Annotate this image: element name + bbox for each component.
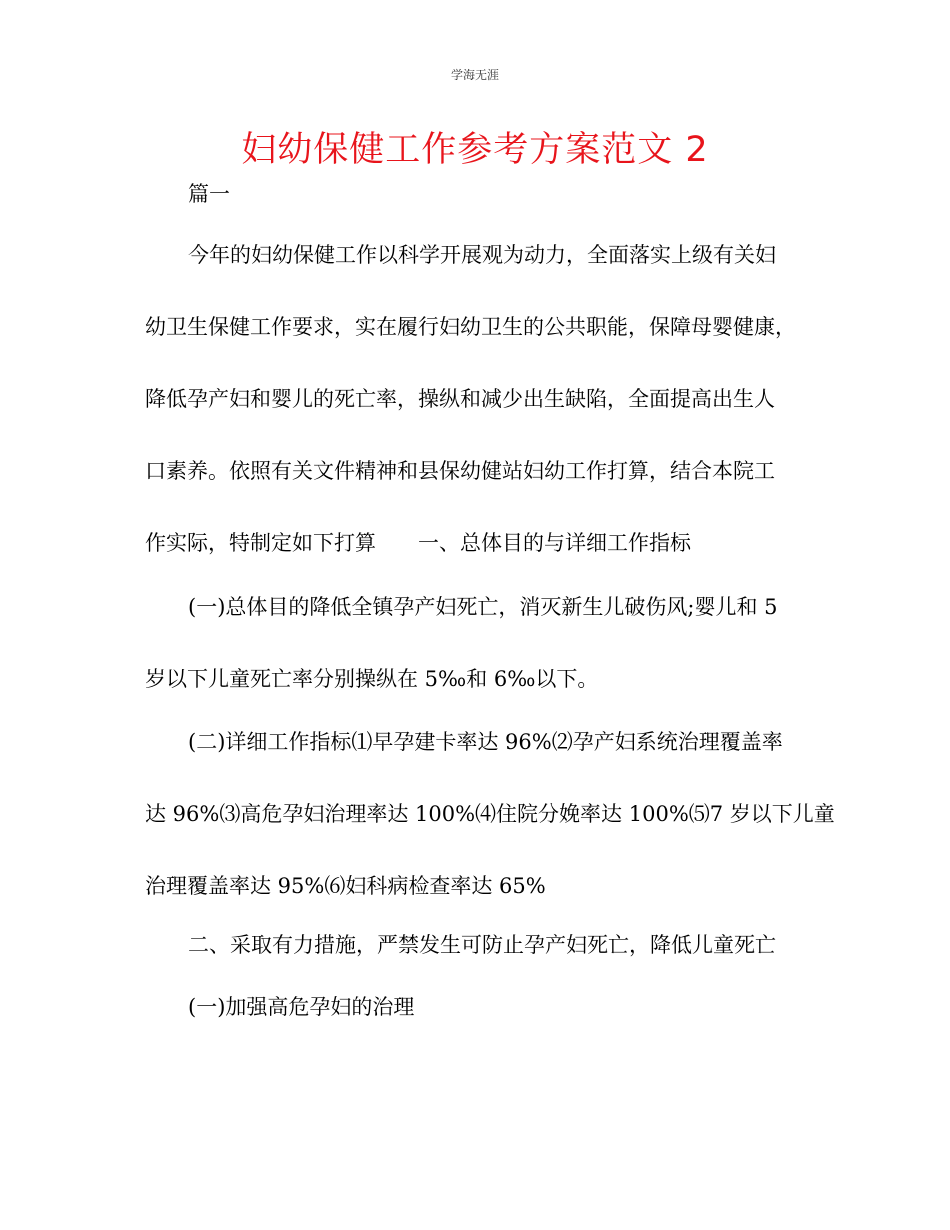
paragraph-line: (一)总体目的降低全镇孕产妇死亡，消灭新生儿破伤风;婴儿和 5 xyxy=(188,595,778,619)
subsection-heading: (一)加强高危孕妇的治理 xyxy=(188,995,415,1019)
paragraph-line: 今年的妇幼保健工作以科学开展观为动力，全面落实上级有关妇 xyxy=(188,243,776,267)
paragraph-line: (二)详细工作指标⑴早孕建卡率达 96%⑵孕产妇系统治理覆盖率 xyxy=(188,730,783,754)
paragraph-line: 作实际，特制定如下打算 一、总体目的与详细工作指标 xyxy=(145,531,691,555)
paragraph-line: 岁以下儿童死亡率分别操纵在 5‰和 6‰以下。 xyxy=(145,667,599,691)
paragraph-line: 降低孕产妇和婴儿的死亡率，操纵和减少出生缺陷，全面提高出生人 xyxy=(145,387,775,411)
page-header: 学海无涯 xyxy=(450,68,499,82)
paragraph-line: 治理覆盖率达 95%⑹妇科病检查率达 65% xyxy=(145,874,546,898)
section-heading: 二、采取有力措施，严禁发生可防止孕产妇死亡，降低儿童死亡 xyxy=(188,933,776,957)
paragraph-line: 口素养。依照有关文件精神和县保幼健站妇幼工作打算，结合本院工 xyxy=(145,459,775,483)
section-label: 篇一 xyxy=(188,182,230,206)
document-title: 妇幼保健工作参考方案范文 2 xyxy=(241,130,709,170)
paragraph-line: 达 96%⑶高危孕妇治理率达 100%⑷住院分娩率达 100%⑸7 岁以下儿童 xyxy=(145,802,835,826)
paragraph-line: 幼卫生保健工作要求，实在履行妇幼卫生的公共职能，保障母婴健康， xyxy=(145,315,796,339)
